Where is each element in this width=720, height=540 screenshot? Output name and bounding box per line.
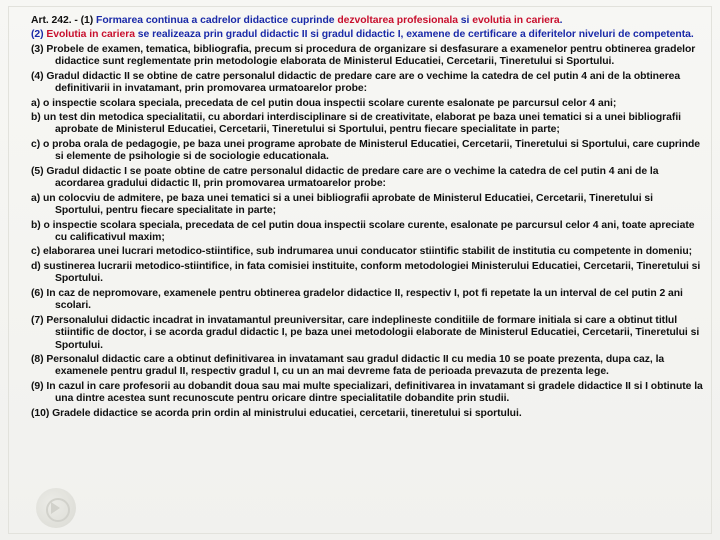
paragraph-2-text: se realizeaza prin gradul didactic II si gradul didactic I, examene de certificare a diferitelor niveluri de competenta. xyxy=(134,29,694,41)
paragraph-4: (4) Gradul didactic II se obtine de catre personalul didactic de predare care are o vechime la catedra de cel putin 4 ani de la obtinerea definitivarii in invatamant, prin promovarea urmatoarelor probe: xyxy=(31,70,681,95)
item-5b: b) o inspectie scolara speciala, precedata de cel putin doua inspectii scolare curente, esalonate pe parcursul celor 4 ani, toate apreciate cu calificativul maxim; xyxy=(31,219,695,244)
paragraph-8: (8) Personalul didactic care a obtinut definitivarea in invatamant sau gradul didactic II cu media 10 se poate prezenta, dupa caz, la examenele pentru gradul II, respectiv gradul I, cu un an mai devreme fata de perioada prevazuta de prezenta lege. xyxy=(31,353,665,378)
item-4c: c) o proba orala de pedagogie, pe baza unei programe aprobate de Ministerul Educatiei, Cercetarii, Tineretului si Sportului, care cuprinde si elemente de psihologie si de sociologie educationala. xyxy=(31,138,701,163)
item-5c: c) elaborarea unei lucrari metodico-stiintifice, sub indrumarea unui conducator stiintific stabilit de institutia cu competente in domeniu; xyxy=(31,246,693,258)
paragraph-number: (2) xyxy=(31,29,47,41)
paragraph-1 xyxy=(31,15,703,28)
highlight-evolutia-2: Evolutia in cariera xyxy=(46,29,135,41)
item-4b: b) un test din metodica specialitatii, cu abordari interdisciplinare si de creativitate, elaborat pe baza unei tematici si a unei bibliografii aprobate de Ministerul Educatiei, Cercetarii, Tineretului si Sportului, pentru fiecare specialitate in parte; xyxy=(31,111,681,136)
conjunction: si xyxy=(457,15,473,26)
highlight-evolutia: evolutia in cariera xyxy=(472,15,560,26)
item-5d: d) sustinerea lucrarii metodico-stiintifice, in fata comisiei instituite, conform metodologiei Ministerului Educatiei, Cercetarii, Tineretului si Sportului. xyxy=(31,260,701,285)
paragraph-7: (7) Personalului didactic incadrat in invatamantul preuniversitar, care indeplineste conditiile de formare initiala si care a obtinut titlul stiintific de doctor, i se acorda gradul didactic I, pe baza unei metodologii elaborate de Ministerul Educatiei, Cercetarii, Tineretului si Sportului. xyxy=(31,314,700,351)
article-text xyxy=(31,15,703,422)
paragraph-10: (10) Gradele didactice se acorda prin ordin al ministrului educatiei, cercetarii, tineretului si sportului. xyxy=(31,407,522,419)
paragraph-6: (6) In caz de nepromovare, examenele pentru obtinerea gradelor didactice II, respectiv I, pot fi repetate la un interval de cel putin 2 ani scolari. xyxy=(31,287,683,312)
item-4a: a) o inspectie scolara speciala, precedata de cel putin doua inspectii scolare curente esalonate pe parcursul celor 4 ani; xyxy=(31,97,617,109)
period: . xyxy=(559,15,563,26)
highlight-dezvoltarea: dezvoltarea profesionala xyxy=(337,15,458,26)
paragraph-5: (5) Gradul didactic I se poate obtine de catre personalul didactic de predare care are o vechime la catedra de cel putin 4 ani de la acordarea gradului didactic II, prin promovarea urmatoarelor probe: xyxy=(31,165,659,190)
highlight-formarea: Formarea continua a cadrelor didactice cuprinde xyxy=(96,15,338,26)
paragraph-9: (9) In cazul in care profesorii au dobandit doua sau mai multe specializari, definitivarea in invatamant si gradele didactice II si I obtinute la una dintre acestea sunt recunoscute pentru oricare dintre specialitatile dobandite prin studii. xyxy=(31,380,703,405)
paragraph-2 xyxy=(31,29,703,42)
paragraph-3: (3) Probele de examen, tematica, bibliografia, precum si procedura de organizare si desfasurare a examenelor pentru obtinerea gradelor didactice sunt reglementate prin metodologie elaborata de Ministerul Educatiei, Cercetarii, Tineretului si Sportului. xyxy=(31,43,696,68)
circular-arrow-logo-icon[interactable] xyxy=(36,488,76,528)
item-5a: a) un colocviu de admitere, pe baza unei tematici si a unei bibliografii aprobate de Ministerul Educatiei, Cercetarii, Tineretului si Sportului, pentru fiecare specialitate in parte; xyxy=(31,192,653,217)
logo-arrow-icon xyxy=(51,502,60,514)
article-heading: Art. 242. - (1) xyxy=(31,15,97,26)
